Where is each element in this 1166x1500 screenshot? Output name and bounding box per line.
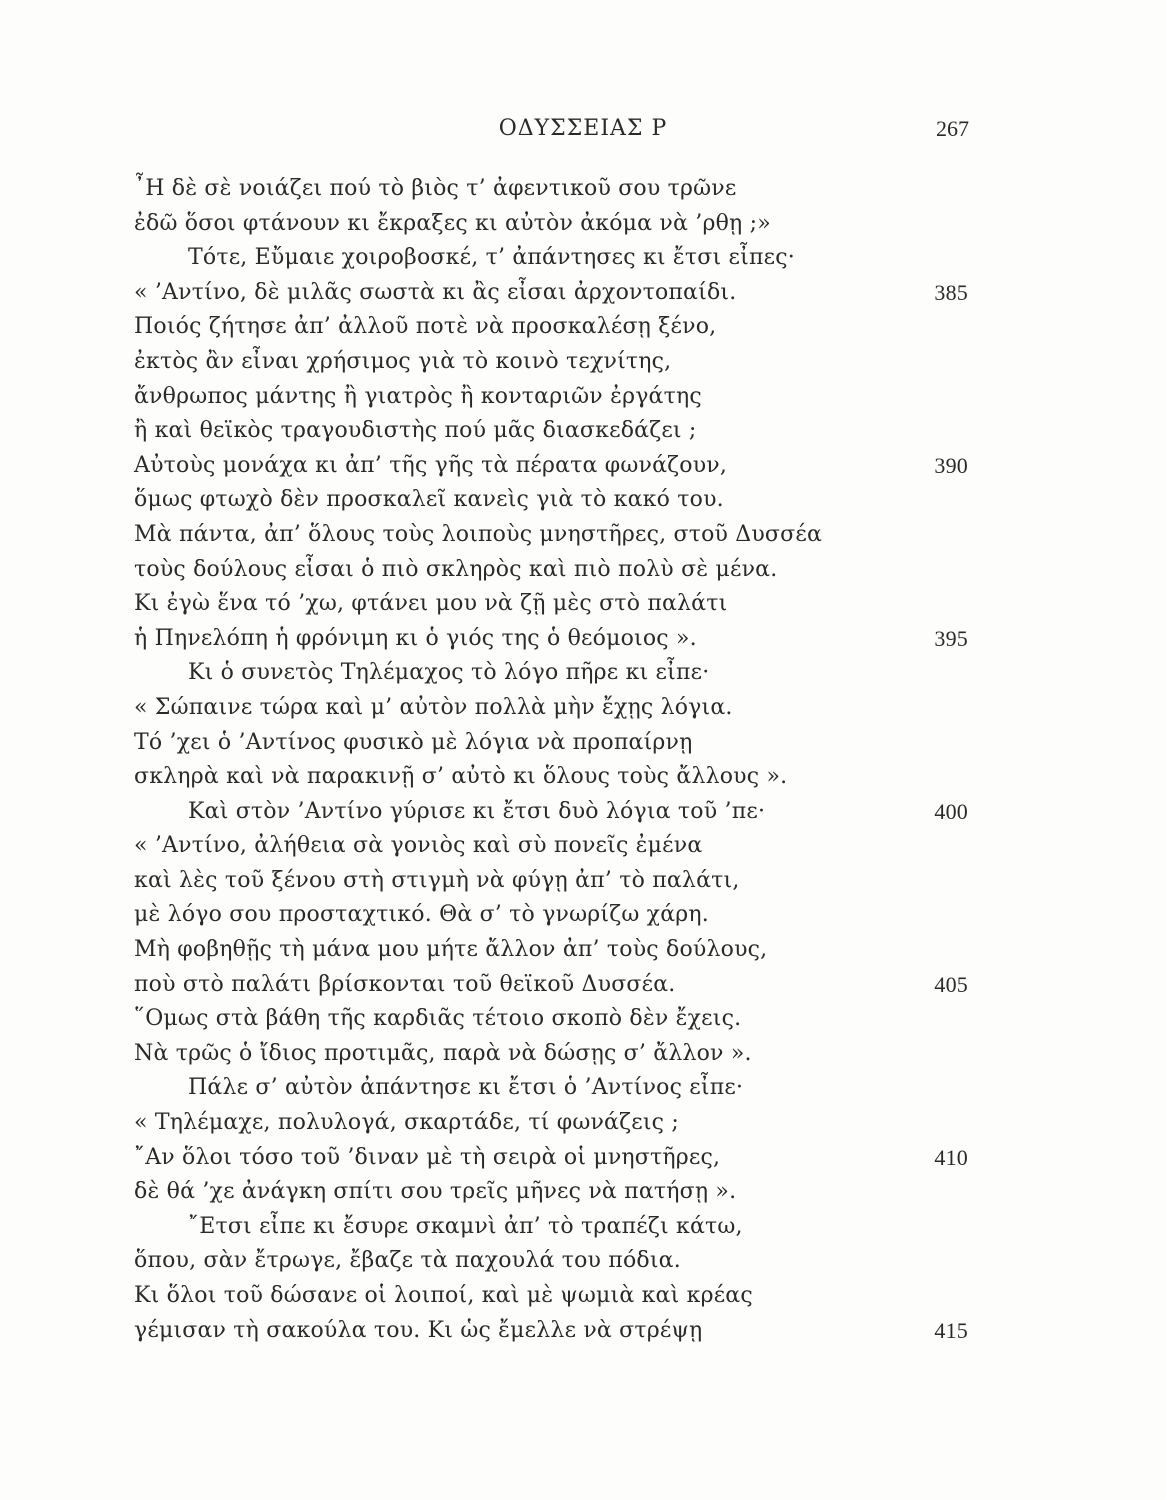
verse-text: ὅπου, σὰν ἔτρωγε, ἔβαζε τὰ παχουλά του πόδια. bbox=[134, 1248, 681, 1274]
verse-line bbox=[134, 968, 974, 1003]
page-number: 267 bbox=[936, 116, 969, 141]
verse-text: ἄνθρωπος μάντης ἢ γιατρὸς ἢ κονταριῶν ἐργάτης bbox=[134, 383, 702, 409]
verse-text: Τό ’χει ὁ ’Αντίνος φυσικὸ μὲ λόγια νὰ προπαίρνῃ bbox=[134, 729, 693, 755]
verse-line bbox=[134, 241, 974, 276]
verse-text: Αὐτοὺς μονάχα κι ἀπ’ τῆς γῆς τὰ πέρατα φωνάζουν, bbox=[134, 452, 728, 478]
verse-line bbox=[134, 587, 974, 622]
verse-line bbox=[134, 1175, 974, 1210]
verse-text: ῞Ομως στὰ βάθη τῆς καρδιᾶς τέτοιο σκοπὸ δὲν ἔχεις. bbox=[134, 1006, 742, 1032]
verse-line bbox=[134, 414, 974, 449]
verse-text: Μὰ πάντα, ἀπ’ ὅλους τοὺς λοιποὺς μνηστῆρες, στοῦ Δυσσέα bbox=[134, 521, 823, 547]
verse-line bbox=[134, 380, 974, 415]
verse-text: ἐκτὸς ἂν εἶναι χρήσιμος γιὰ τὸ κοινὸ τεχνίτης, bbox=[134, 348, 672, 374]
verse-line bbox=[134, 1279, 974, 1314]
verse-line bbox=[134, 553, 974, 588]
verse-line bbox=[134, 1314, 974, 1349]
verse-line bbox=[134, 726, 974, 761]
verse-text: καὶ λὲς τοῦ ξένου στὴ στιγμὴ νὰ φύγῃ ἀπ’ τὸ παλάτι, bbox=[134, 867, 740, 893]
verse-line bbox=[134, 1106, 974, 1141]
verse-line bbox=[134, 691, 974, 726]
verse-line bbox=[134, 276, 974, 311]
verse-line bbox=[134, 345, 974, 380]
verse-line bbox=[134, 310, 974, 345]
line-number: 415 bbox=[934, 1317, 968, 1343]
verse-text: Καὶ στὸν ’Αντίνο γύρισε κι ἔτσι δυὸ λόγια τοῦ ’πε· bbox=[188, 798, 766, 824]
verse-line bbox=[134, 795, 974, 830]
verse-line bbox=[134, 864, 974, 899]
verse-text: Ποιός ζήτησε ἀπ’ ἀλλοῦ ποτὲ νὰ προσκαλέσῃ ξένο, bbox=[134, 314, 717, 340]
verse-text: Μὴ φοβηθῇς τὴ μάνα μου μήτε ἄλλον ἀπ’ τοὺς δούλους, bbox=[134, 937, 768, 963]
verse-text: ἐδῶ ὅσοι φτάνουν κι ἔκραξες κι αὐτὸν ἀκόμα νὰ ’ρθῃ ;» bbox=[134, 210, 771, 236]
verse-text: « Τηλέμαχε, πολυλογά, σκαρτάδε, τί φωνάζεις ; bbox=[134, 1110, 679, 1136]
verse-line bbox=[134, 1037, 974, 1072]
verse-text: ποὺ στὸ παλάτι βρίσκονται τοῦ θεϊκοῦ Δυσσέα. bbox=[134, 971, 676, 997]
verse-line bbox=[134, 449, 974, 484]
verse-line bbox=[134, 622, 974, 657]
verse-text: « Σώπαινε τώρα καὶ μ’ αὐτὸν πολλὰ μὴν ἔχῃς λόγια. bbox=[134, 694, 733, 720]
verse-text: ἢ καὶ θεϊκὸς τραγουδιστὴς πού μᾶς διασκεδάζει ; bbox=[134, 418, 697, 444]
verse-line bbox=[134, 518, 974, 553]
running-header-title: ΟΔΥΣΣΕΙΑΣ Ρ bbox=[498, 116, 668, 141]
verse-line bbox=[134, 483, 974, 518]
verse-line bbox=[134, 829, 974, 864]
verse-line bbox=[134, 898, 974, 933]
verse-text: γέμισαν τὴ σακούλα του. Κι ὡς ἔμελλε νὰ στρέψῃ bbox=[134, 1317, 703, 1343]
verse-block bbox=[134, 172, 974, 1348]
verse-text: ῎Ετσι εἶπε κι ἔσυρε σκαμνὶ ἀπ’ τὸ τραπέζι κάτω, bbox=[188, 1213, 743, 1239]
verse-text: τοὺς δούλους εἶσαι ὁ πιὸ σκληρὸς καὶ πιὸ πολὺ σὲ μένα. bbox=[134, 556, 778, 582]
verse-text: Κι ὅλοι τοῦ δώσανε οἱ λοιποί, καὶ μὲ ψωμιὰ καὶ κρέας bbox=[134, 1283, 753, 1308]
verse-text: Νὰ τρῶς ὁ ἴδιος προτιμᾶς, παρὰ νὰ δώσῃς σ’ ἄλλον ». bbox=[134, 1040, 752, 1066]
line-number: 400 bbox=[934, 798, 968, 824]
verse-text: μὲ λόγο σου προσταχτικό. Θὰ σ’ τὸ γνωρίζω χάρη. bbox=[134, 902, 709, 928]
verse-text: ὅμως φτωχὸ δὲν προσκαλεῖ κανεὶς γιὰ τὸ κακό του. bbox=[134, 487, 724, 513]
verse-line bbox=[134, 1141, 974, 1176]
verse-line bbox=[134, 1244, 974, 1279]
verse-line bbox=[134, 1071, 974, 1106]
verse-text: δὲ θά ’χε ἀνάγκη σπίτι σου τρεῖς μῆνες νὰ πατήσῃ ». bbox=[134, 1179, 737, 1205]
line-number: 405 bbox=[934, 971, 968, 997]
verse-text: ῎Αν ὅλοι τόσο τοῦ ’διναν μὲ τὴ σειρὰ οἱ μνηστῆρες, bbox=[134, 1144, 721, 1170]
verse-line bbox=[134, 207, 974, 242]
verse-text: Κι ἐγὼ ἕνα τό ’χω, φτάνει μου νὰ ζῇ μὲς στὸ παλάτι bbox=[134, 591, 728, 617]
verse-line bbox=[134, 172, 974, 207]
verse-text: Πάλε σ’ αὐτὸν ἀπάντησε κι ἔτσι ὁ ’Αντίνος εἶπε· bbox=[188, 1075, 744, 1101]
verse-text: ῏Η δὲ σὲ νοιάζει πού τὸ βιὸς τ’ ἀφεντικοῦ σου τρῶνε bbox=[134, 176, 737, 201]
verse-text: « ’Αντίνο, δὲ μιλᾶς σωστὰ κι ἂς εἶσαι ἀρχοντοπαίδι. bbox=[134, 279, 737, 305]
verse-line bbox=[134, 656, 974, 691]
verse-text: ἡ Πηνελόπη ἡ φρόνιμη κι ὁ γιός της ὁ θεόμοιος ». bbox=[134, 625, 697, 651]
verse-line bbox=[134, 1002, 974, 1037]
verse-line bbox=[134, 1210, 974, 1245]
line-number: 385 bbox=[934, 279, 968, 305]
verse-text: « ’Αντίνο, ἀλήθεια σὰ γονιὸς καὶ σὺ πονεῖς ἐμένα bbox=[134, 833, 703, 859]
verse-text: σκληρὰ καὶ νὰ παρακινῇ σ’ αὐτὸ κι ὅλους τοὺς ἄλλους ». bbox=[134, 764, 788, 790]
verse-line bbox=[134, 933, 974, 968]
line-number: 410 bbox=[934, 1144, 968, 1170]
verse-text: Τότε, Εὔμαιε χοιροβοσκέ, τ’ ἀπάντησες κι ἔτσι εἶπες· bbox=[188, 245, 795, 271]
line-number: 390 bbox=[934, 452, 968, 478]
line-number: 395 bbox=[934, 625, 968, 651]
verse-line bbox=[134, 760, 974, 795]
verse-text: Κι ὁ συνετὸς Τηλέμαχος τὸ λόγο πῆρε κι εἶπε· bbox=[188, 660, 710, 686]
